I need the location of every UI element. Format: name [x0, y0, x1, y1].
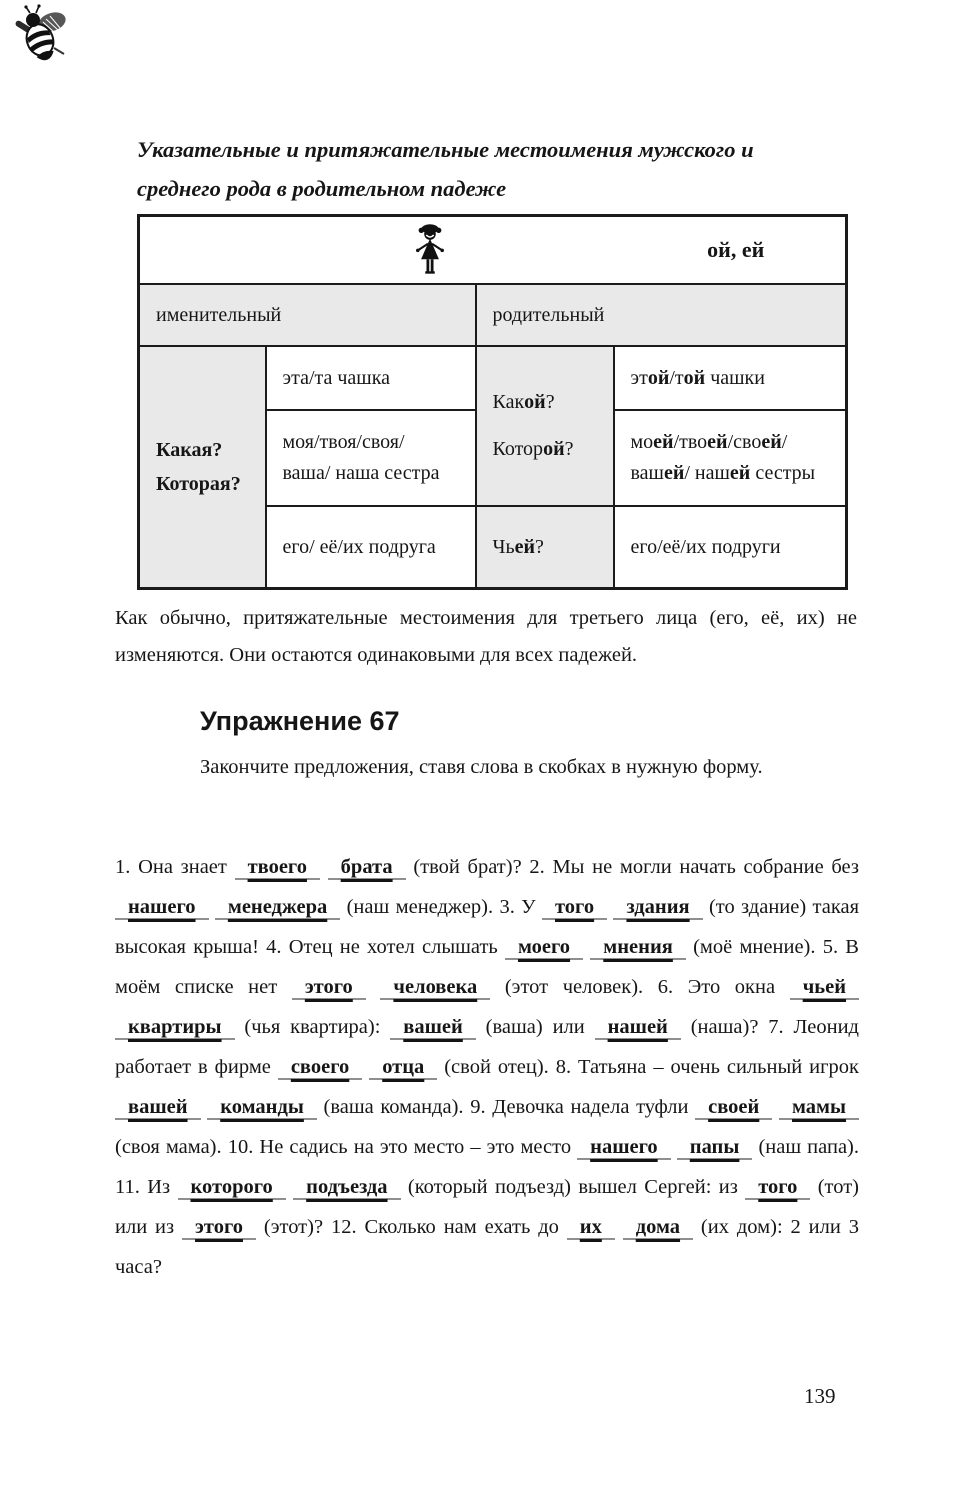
grammar-table: [137, 214, 848, 590]
answer-blank: чьей: [790, 976, 859, 1000]
exercise-item: 4. Отец не хотел слышать моего мнения (моё мнение).: [266, 935, 823, 958]
nominative-example-2: моя/твоя/своя/ ваша/ наша сестра: [266, 410, 476, 506]
answer-blank: твоего: [235, 856, 320, 880]
table-top-header-cell: [139, 216, 847, 285]
answer-blank: нашего: [577, 1136, 671, 1160]
question-kakoj: Какой?: [492, 391, 555, 413]
nominative-example-1: эта/та чашка: [266, 346, 476, 410]
question-chej: Чьей?: [476, 506, 614, 589]
ending-label: ой, ей: [707, 237, 765, 262]
question-kotoroj: Которой?: [492, 438, 574, 460]
answer-blank: своей: [695, 1096, 772, 1120]
case-header-genitive: родительный: [476, 284, 847, 346]
answer-blank: подъезда: [293, 1176, 400, 1200]
genitive-example-3: его/её/их подруги: [614, 506, 847, 589]
answer-blank: команды: [207, 1096, 317, 1120]
nominative-example-3: его/ её/их подруга: [266, 506, 476, 589]
genitive-example-1: этой/той чашки: [614, 346, 847, 410]
answer-blank: квартиры: [115, 1016, 235, 1040]
exercise-item: 6. Это окна чьей квартиры (чья квартира): вашей (ваша) или нашей (наша)?: [115, 976, 859, 1040]
section-title: [137, 130, 859, 209]
question-cell-genitive: [476, 346, 614, 506]
answer-blank: этого: [292, 976, 366, 1000]
case-header-nominative: именительный: [139, 284, 476, 346]
answer-blank: их: [567, 1216, 615, 1240]
answer-blank: человека: [380, 976, 490, 1000]
page-number: 139: [804, 1384, 836, 1408]
genitive-example-2: моей/твоей/своей/ вашей/ нашей сестры: [614, 410, 847, 506]
exercise-item: 5. В моём списке нет этого человека (этот человек).: [115, 935, 859, 998]
answer-blank: того: [542, 896, 607, 920]
section-title-line-2: среднего рода в родительном падеже: [137, 176, 507, 202]
answer-blank: мнения: [590, 936, 686, 960]
answer-blank: моего: [505, 936, 583, 960]
answer-blank: здания: [613, 896, 702, 920]
exercise-item: 11. Из которого подъезда (который подъезд) вышел Сергей: из того (тот) или из этого (этот)?: [115, 1175, 860, 1238]
answer-blank: того: [745, 1176, 810, 1200]
answer-blank: своего: [278, 1056, 362, 1080]
answer-blank: мамы: [779, 1096, 859, 1120]
exercise-item: 7. Леонид работает в фирме своего отца (свой отец).: [115, 1015, 859, 1078]
answer-blank: вашей: [115, 1096, 201, 1120]
exercise-instruction: Закончите предложения, ставя слова в скобках в нужную форму.: [200, 756, 763, 778]
answer-blank: этого: [182, 1216, 256, 1240]
answer-blank: которого: [178, 1176, 286, 1200]
exercise-item: 10. Не садись на это место – это место нашего папы (наш папа).: [227, 1135, 860, 1158]
exercise-item: 2. Мы не могли начать собрание без нашего менеджера (наш менеджер).: [115, 856, 859, 920]
exercise-item: 3. У того здания (то здание) такая высокая крыша!: [115, 895, 859, 958]
answer-blank: дома: [623, 1216, 693, 1240]
exercise-item: 9. Девочка надела туфли своей мамы (своя мама).: [115, 1096, 859, 1158]
answer-blank: брата: [328, 856, 406, 880]
exercise-item: 8. Татьяна – очень сильный игрок вашей команды (ваша команда).: [115, 1056, 859, 1120]
answer-blank: менеджера: [215, 896, 340, 920]
note-paragraph: Как обычно, притяжательные местоимения для третьего лица (его, её, их) не изменяются. Они остаются одинаковыми для всех падежей.: [115, 607, 857, 666]
answer-blank: нашей: [595, 1016, 681, 1040]
section-title-line-1: Указательные и притяжательные местоимения мужского и: [137, 137, 754, 162]
girl-icon: [411, 222, 449, 286]
exercise-title: Упражнение 67: [200, 706, 400, 736]
answer-blank: нашего: [115, 896, 209, 920]
answer-blank: папы: [677, 1136, 753, 1160]
answer-blank: вашей: [390, 1016, 476, 1040]
exercise-item: 12. Сколько нам ехать до их дома (их дом): 2 или 3 часа?: [115, 1215, 859, 1278]
bee-icon: [2, 4, 74, 70]
exercise-text: [115, 847, 859, 1287]
question-cell-nominative: Какая? Которая?: [139, 346, 266, 589]
answer-blank: отца: [369, 1056, 437, 1080]
exercise-item: 1. Она знает твоего брата (твой брат)?: [115, 855, 530, 878]
